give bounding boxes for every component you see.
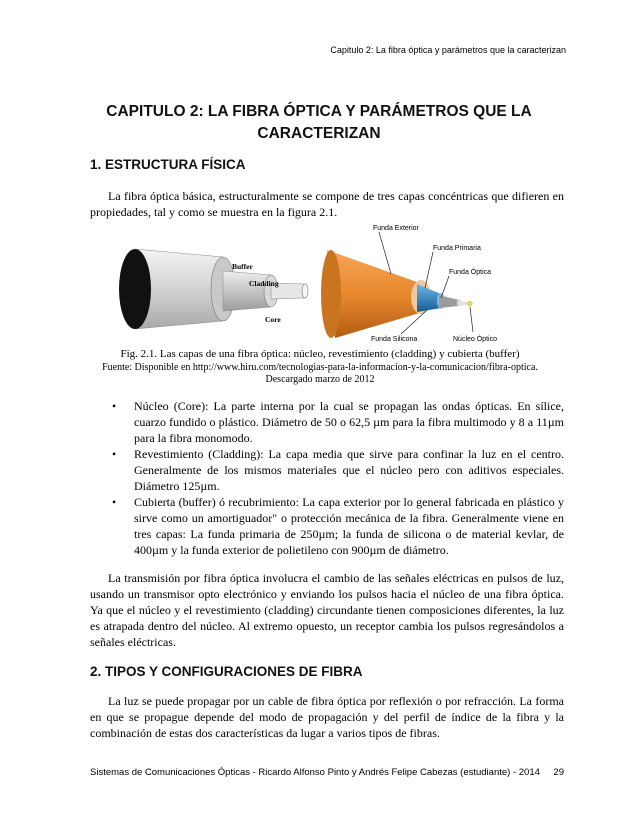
layer-bullet-list bbox=[112, 398, 564, 558]
figure-caption: Fig. 2.1. Las capas de una fibra óptica: núcleo, revestimiento (cladding) y cubierta (buffer) bbox=[120, 348, 520, 360]
section-2-intro: La luz se puede propagar por un cable de fibra óptica por reflexión o por refracción. La forma en que se propague depende del modo de propagación y del perfil de índice de la fibra y la combinación de estas dos características da lugar a varios tipos de fibras. bbox=[90, 694, 564, 740]
running-header: Capitulo 2: La fibra óptica y parámetros que la caracterizan bbox=[330, 45, 566, 55]
funda-exterior-label: Funda Exterior bbox=[373, 225, 419, 232]
list-item bbox=[112, 446, 564, 494]
fiber-cable-diagram bbox=[313, 220, 523, 344]
figure-download-date: Descargado marzo de 2012 bbox=[265, 374, 375, 385]
bullet-symbol: • bbox=[112, 447, 117, 461]
bullet-symbol: • bbox=[112, 495, 117, 509]
section-1-intro: La fibra óptica básica, estructuralmente se compone de tres capas concéntricas que difieren en propiedades, tal y como se muestra en la figura 2.1. bbox=[90, 189, 564, 219]
bullet-text-cladding: Revestimiento (Cladding): La capa media que sirve para confinar la luz en el centro. Generalmente de los mismos materiales que el núcleo pero con aditivos especiales. Diámetro 125µm. bbox=[134, 447, 564, 493]
bullet-text-core: Núcleo (Core): La parte interna por la cual se propagan las ondas ópticas. En sílice, cuarzo fundido o plástico. Diámetro de 50 o 62,5 µm para la fibra multimodo y 8 a 11µm para la fibra monomodo. bbox=[134, 399, 564, 445]
list-item bbox=[112, 398, 564, 446]
section-1-paragraph-2: La transmisión por fibra óptica involucra el cambio de las señales eléctricas en pulsos de luz, usando un transmisor opto electrónico y enviando los pulsos hacia el núcleo de una fibra óptica. Ya que el núcleo y el revestimiento (cladding) circundante tienen composiciones diferentes, la luz es atrapada dentro del núcleo. Al extremo opuesto, un receptor cambia los pulsos regresándolos a señales eléctricas. bbox=[90, 571, 564, 649]
section-1-heading: 1. ESTRUCTURA FÍSICA bbox=[90, 157, 246, 172]
page-footer bbox=[90, 767, 564, 778]
buffer-label: Buffer bbox=[232, 262, 253, 271]
page-number: 29 bbox=[553, 767, 564, 778]
chapter-title bbox=[100, 101, 538, 145]
funda-silicona-label: Funda Silicona bbox=[371, 336, 418, 343]
core-label: Core bbox=[265, 315, 281, 324]
nucleo-optico-label: Núcleo Óptico bbox=[453, 336, 497, 343]
list-item bbox=[112, 494, 564, 558]
bullet-text-buffer: Cubierta (buffer) ó recubrimiento: La capa exterior por lo general fabricada en plástico y sirve como un amortiguador" o protección mecánica de la fibra. Generalmente viene en tres capas: La funda primaria de 250µm; la funda de silicona o de material kevlar, de 400µm y la funda exterior de polietileno con 900µm de diámetro. bbox=[134, 495, 564, 557]
footer-text: Sistemas de Comunicaciones Ópticas - Ricardo Alfonso Pinto y Andrés Felipe Cabezas (estudiante) - 2014 bbox=[90, 767, 540, 778]
funda-optica-label: Funda Óptica bbox=[449, 269, 492, 276]
cladding-label: Cladding bbox=[249, 279, 279, 288]
chapter-title-line-1: CAPITULO 2: LA FIBRA ÓPTICA Y PARÁMETROS QUE LA bbox=[106, 103, 532, 120]
fiber-layers-diagram bbox=[113, 243, 325, 339]
chapter-title-line-2: CARACTERIZAN bbox=[257, 125, 381, 142]
section-2-heading: 2. TIPOS Y CONFIGURACIONES DE FIBRA bbox=[90, 664, 363, 679]
figure-source: Fuente: Disponible en http://www.hiru.com/tecnologias-para-la-informacion-y-la-comunicacion/fibra-optica. bbox=[102, 362, 538, 373]
bullet-symbol: • bbox=[112, 399, 117, 413]
funda-primaria-label: Funda Primaria bbox=[433, 245, 481, 252]
